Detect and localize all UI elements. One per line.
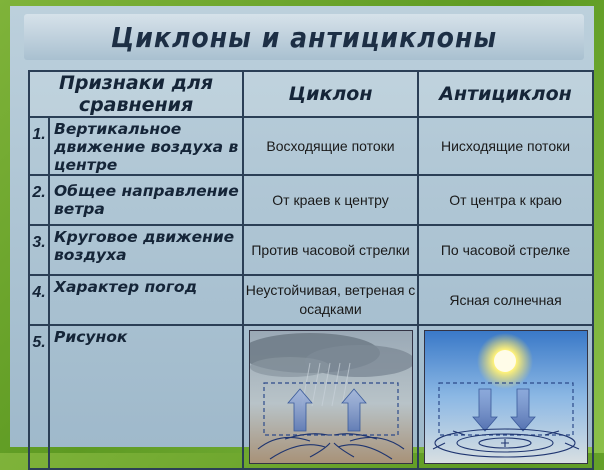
comparison-table	[28, 70, 594, 470]
cyclone-value: Против часовой стрелки	[243, 225, 418, 275]
table-row	[29, 175, 593, 225]
table-row	[29, 225, 593, 275]
table-row	[29, 325, 593, 469]
row-label: Вертикальное движение воздуха в центре	[49, 117, 243, 175]
table-row	[29, 117, 593, 175]
anticyclone-value: Нисходящие потоки	[418, 117, 593, 175]
table-row	[29, 275, 593, 325]
header-criteria: Признаки для сравнения	[29, 71, 243, 117]
anticyclone-picture-cell	[418, 325, 593, 469]
header-cyclone: Циклон	[243, 71, 418, 117]
row-label: Круговое движение воздуха	[49, 225, 243, 275]
row-number: 2.	[29, 175, 49, 225]
cyclone-value: Восходящие потоки	[243, 117, 418, 175]
row-label: Общее направление ветра	[49, 175, 243, 225]
anticyclone-value: По часовой стрелке	[418, 225, 593, 275]
anticyclone-value: От центра к краю	[418, 175, 593, 225]
row-label: Рисунок	[49, 325, 243, 469]
cyclone-picture-cell	[243, 325, 418, 469]
row-number: 3.	[29, 225, 49, 275]
row-number: 4.	[29, 275, 49, 325]
cyclone-picture	[249, 330, 413, 464]
row-label: Характер погод	[49, 275, 243, 325]
anticyclone-value: Ясная солнечная	[418, 275, 593, 325]
row-number: 5.	[29, 325, 49, 469]
row-number: 1.	[29, 117, 49, 175]
header-anticyclone: Антициклон	[418, 71, 593, 117]
slide	[10, 6, 594, 447]
anticyclone-picture	[424, 330, 588, 464]
cyclone-value: Неустойчивая, ветреная с осадками	[243, 275, 418, 325]
cyclone-value: От краев к центру	[243, 175, 418, 225]
page-title: Циклоны и антициклоны	[24, 14, 584, 60]
